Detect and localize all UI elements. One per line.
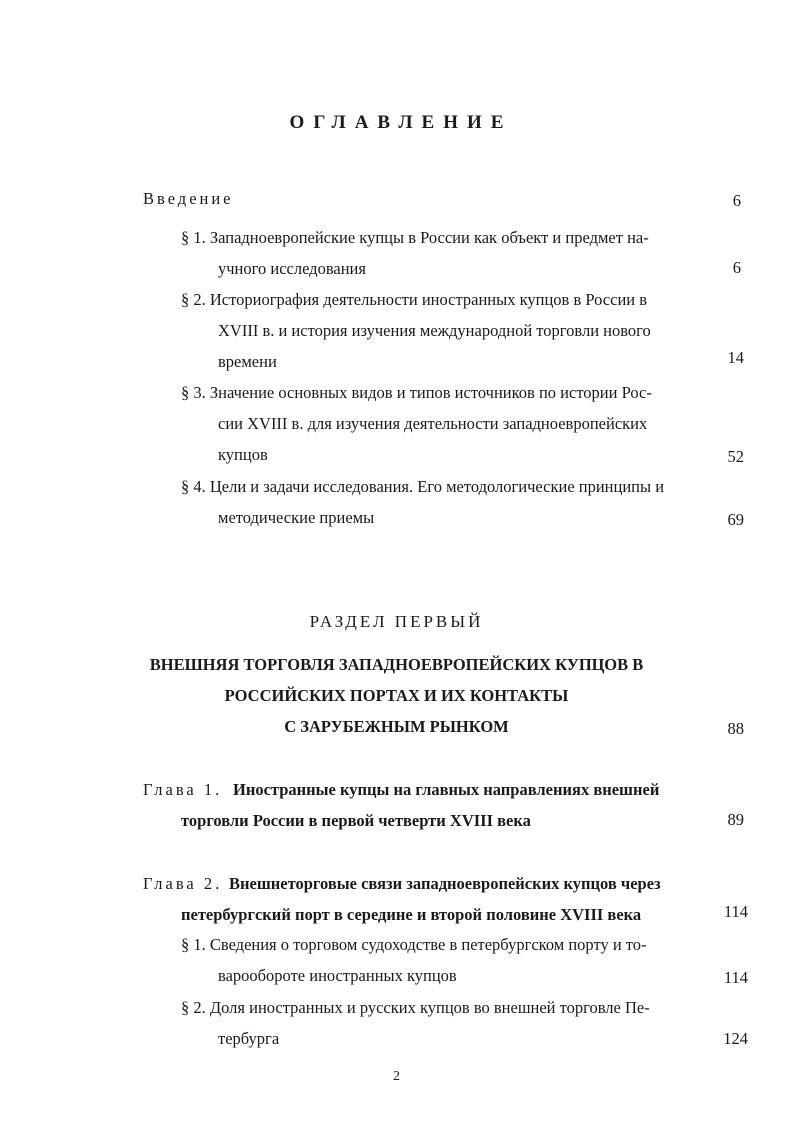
page-number: 2 xyxy=(393,1069,400,1084)
section-label: РАЗДЕЛ ПЕРВЫЙ xyxy=(309,612,484,631)
chapter-2-line-2: петербургский порт в середине и второй половине XVIII века xyxy=(181,905,642,924)
section-page: 88 xyxy=(727,719,744,738)
section-title-line-1: ВНЕШНЯЯ ТОРГОВЛЯ ЗАПАДНОЕВРОПЕЙСКИХ КУПЦОВ В xyxy=(149,655,644,674)
section-title-line-2: РОССИЙСКИХ ПОРТАХ И ИХ КОНТАКТЫ xyxy=(224,686,569,705)
intro-item-2-line-2: XVIII в. и история изучения международной торговли нового xyxy=(218,321,651,340)
intro-item-3-line-2: сии XVIII в. для изучения деятельности западноевропейских xyxy=(218,414,648,433)
intro-item-2-page: 14 xyxy=(727,348,744,367)
intro-item-2-line-1: § 2. Историография деятельности иностранных купцов в России в xyxy=(181,290,648,309)
intro-item-1-line-1: § 1. Западноевропейские купцы в России как объект и предмет на- xyxy=(181,228,649,247)
intro-item-4-line-2: методические приемы xyxy=(218,508,375,527)
chapter-2-item-2-page: 124 xyxy=(723,1029,748,1048)
chapter-1-line-1: Иностранные купцы на главных направлениях внешней xyxy=(233,780,660,799)
chapter-2-item-2-line-2: тербурга xyxy=(218,1029,280,1048)
intro-item-3-line-1: § 3. Значение основных видов и типов источников по истории Рос- xyxy=(181,383,652,402)
intro-label: Введение xyxy=(143,189,234,208)
chapter-1-prefix: Глава 1. xyxy=(143,780,223,799)
chapter-1-line-2: торговли России в первой четверти XVIII века xyxy=(181,811,531,830)
intro-item-1-line-2: учного исследования xyxy=(218,259,366,278)
chapter-2-page: 114 xyxy=(723,902,748,921)
intro-item-1-page: 6 xyxy=(732,258,741,277)
page-title: ОГЛАВЛЕНИЕ xyxy=(289,112,513,133)
intro-item-4-line-1: § 4. Цели и задачи исследования. Его методологические принципы и xyxy=(181,477,665,496)
intro-page: 6 xyxy=(732,191,741,210)
chapter-2-item-1-line-2: варообороте иностранных купцов xyxy=(218,966,457,985)
intro-item-3-line-3: купцов xyxy=(218,445,268,464)
intro-item-4-page: 69 xyxy=(727,510,744,529)
chapter-2-prefix: Глава 2. xyxy=(143,874,223,893)
section-title-line-3: С ЗАРУБЕЖНЫМ РЫНКОМ xyxy=(284,717,509,736)
chapter-2-item-1-page: 114 xyxy=(723,968,748,987)
intro-item-2-line-3: времени xyxy=(218,352,277,371)
intro-item-3-page: 52 xyxy=(727,447,744,466)
chapter-2-line-1: Внешнеторговые связи западноевропейских купцов через xyxy=(229,874,661,893)
chapter-2-item-1-line-1: § 1. Сведения о торговом судоходстве в петербургском порту и то- xyxy=(181,935,647,954)
chapter-1-page: 89 xyxy=(727,810,744,829)
chapter-2-item-2-line-1: § 2. Доля иностранных и русских купцов во внешней торговле Пе- xyxy=(181,998,650,1017)
